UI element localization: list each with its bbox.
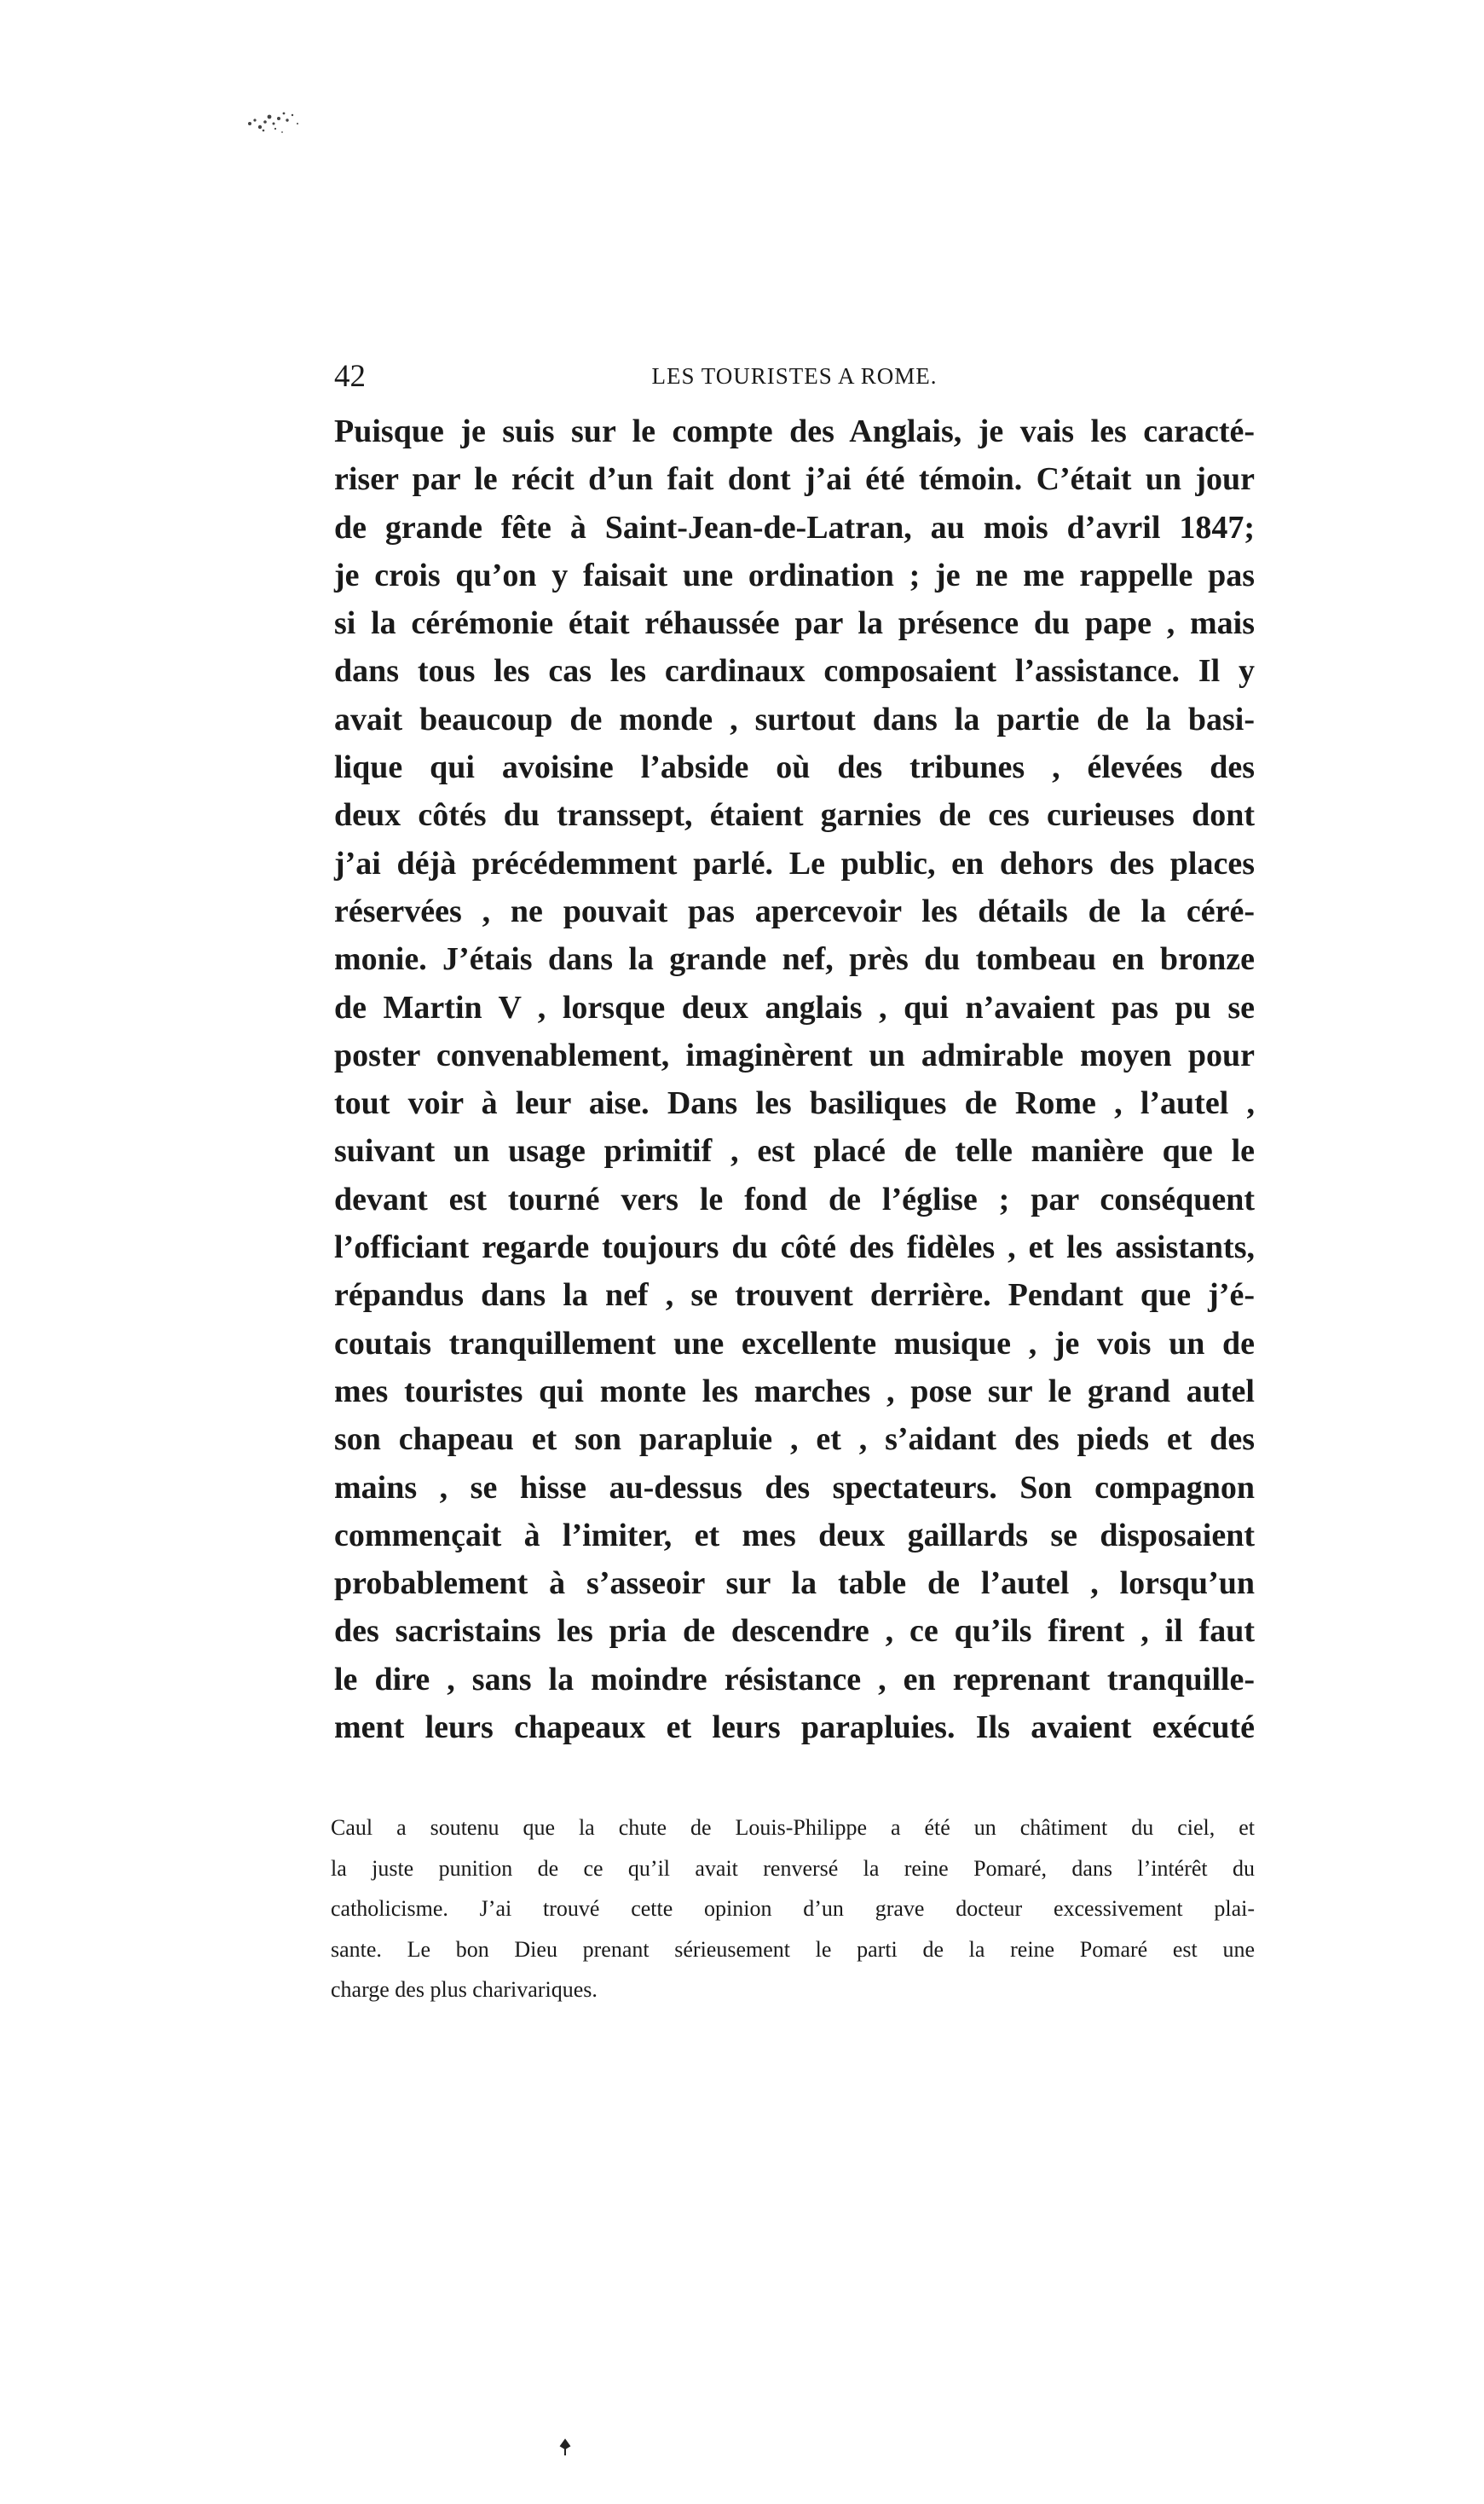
body-line: dans tous les cas les cardinaux composaient l’assistance. Il y [334, 653, 1255, 690]
body-line: réservées , ne pouvait pas apercevoir les détails de la céré- [334, 893, 1255, 929]
body-line: de Martin V , lorsque deux anglais , qui n’avaient pas pu se [334, 989, 1255, 1026]
body-line: de grande fête à Saint-Jean-de-Latran, au mois d’avril 1847; [334, 509, 1255, 546]
ink-stain-mark [243, 98, 311, 149]
footnote [331, 1807, 1255, 2010]
body-line: répandus dans la nef , se trouvent derrière. Pendant que j’é- [334, 1277, 1255, 1314]
body-paragraph [334, 408, 1255, 1751]
body-line: monie. J’étais dans la grande nef, près du tombeau en bronze [334, 941, 1255, 978]
body-line: commençait à l’imiter, et mes deux gaillards se disposaient [334, 1517, 1255, 1553]
body-line: ment leurs chapeaux et leurs parapluies. Ils avaient exécuté [334, 1709, 1255, 1746]
body-line: mains , se hisse au-dessus des spectateurs. Son compagnon [334, 1469, 1255, 1506]
body-line: je crois qu’on y faisait une ordination ; je ne me rappelle pas [334, 557, 1255, 593]
body-line: tout voir à leur aise. Dans les basiliques de Rome , l’autel , [334, 1085, 1255, 1122]
body-line: si la cérémonie était réhaussée par la présence du pape , mais [334, 605, 1255, 642]
page-number: 42 [334, 359, 366, 394]
footnote-line: la juste punition de ce qu’il avait renversé la reine Pomaré, dans l’intérêt du [331, 1855, 1255, 1881]
body-line: devant est tourné vers le fond de l’église ; par conséquent [334, 1181, 1255, 1217]
footnote-line: catholicisme. J’ai trouvé cette opinion d’un grave docteur excessivement plai- [331, 1896, 1255, 1921]
body-line: avait beaucoup de monde , surtout dans la partie de la basi- [334, 701, 1255, 737]
body-line: des sacristains les pria de descendre , ce qu’ils firent , il faut [334, 1613, 1255, 1650]
running-title: LES TOURISTES A ROME. [651, 363, 938, 389]
body-line: le dire , sans la moindre résistance , en reprenant tranquille- [334, 1661, 1255, 1697]
footnote-line: Caul a soutenu que la chute de Louis-Philippe a été un châtiment du ciel, et [331, 1815, 1255, 1840]
printer-ornament-icon [558, 2438, 572, 2457]
body-line: lique qui avoisine l’abside où des tribunes , élevées des [334, 749, 1255, 786]
body-line: riser par le récit d’un fait dont j’ai été témoin. C’était un jour [334, 461, 1255, 498]
body-line: coutais tranquillement une excellente musique , je vois un de [334, 1325, 1255, 1362]
body-line: poster convenablement, imaginèrent un admirable moyen pour [334, 1037, 1255, 1073]
body-line: son chapeau et son parapluie , et , s’aidant des pieds et des [334, 1421, 1255, 1458]
body-line: l’officiant regarde toujours du côté des fidèles , et les assistants, [334, 1229, 1255, 1266]
body-line: probablement à s’asseoir sur la table de l’autel , lorsqu’un [334, 1565, 1255, 1602]
body-line: j’ai déjà précédemment parlé. Le public, en dehors des places [334, 845, 1255, 882]
body-line: Puisque je suis sur le compte des Anglais, je vais les caracté- [334, 413, 1255, 449]
footnote-line: charge des plus charivariques. [331, 1977, 598, 2002]
body-line: deux côtés du transsept, étaient garnies de ces curieuses dont [334, 797, 1255, 834]
body-line: mes touristes qui monte les marches , pose sur le grand autel [334, 1373, 1255, 1409]
footnote-line: sante. Le bon Dieu prenant sérieusement le parti de la reine Pomaré est une [331, 1936, 1255, 1962]
body-line: suivant un usage primitif , est placé de telle manière que le [334, 1133, 1255, 1170]
page-header [334, 358, 1255, 409]
